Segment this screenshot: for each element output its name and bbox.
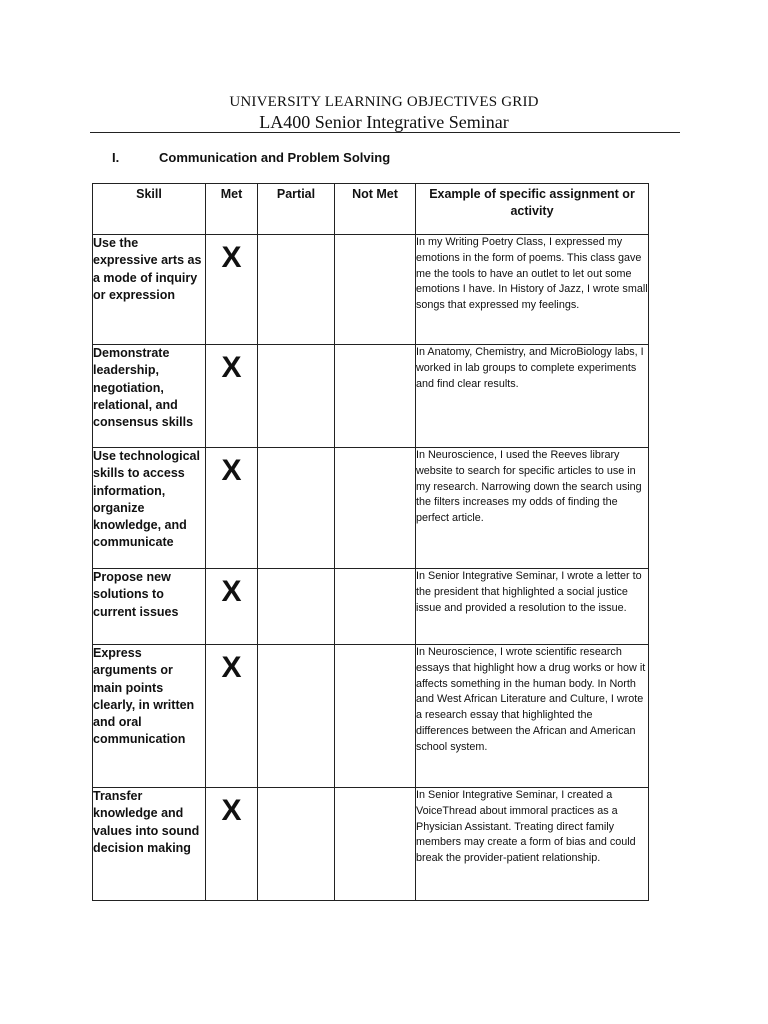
skill-cell: Demonstrate leadership, negotiation, relational, and consensus skills xyxy=(93,345,206,448)
partial-cell xyxy=(258,235,335,345)
partial-cell xyxy=(258,569,335,645)
met-cell xyxy=(206,645,258,788)
column-header-not-met: Not Met xyxy=(335,184,416,235)
table-row xyxy=(93,569,649,645)
table-row xyxy=(93,788,649,901)
skill-cell: Propose new solutions to current issues xyxy=(93,569,206,645)
example-cell: In Neuroscience, I used the Reeves library website to search for specific articles to use in my research. Narrowing down the search using the filters increases my odds of finding the perfect article. xyxy=(416,448,649,569)
not-met-cell xyxy=(335,788,416,901)
example-cell: In my Writing Poetry Class, I expressed my emotions in the form of poems. This class gave me the tools to have an outlet to let out some emotions I have. In History of Jazz, I wrote small songs that expressed my feelings. xyxy=(416,235,649,345)
skill-cell: Use technological skills to access information, organize knowledge, and communicate xyxy=(93,448,206,569)
column-header-partial: Partial xyxy=(258,184,335,235)
met-cell xyxy=(206,788,258,901)
met-mark: X xyxy=(221,351,242,384)
example-cell: In Senior Integrative Seminar, I created a VoiceThread about immoral practices as a Physician Assistant. Treating direct family members may create a form of bias and could break the provider-patient relationship. xyxy=(416,788,649,901)
skill-cell: Use the expressive arts as a mode of inquiry or expression xyxy=(93,235,206,345)
met-mark: X xyxy=(221,575,242,608)
not-met-cell xyxy=(335,345,416,448)
met-mark: X xyxy=(221,241,242,274)
column-header-example: Example of specific assignment or activity xyxy=(416,184,649,235)
partial-cell xyxy=(258,448,335,569)
met-mark: X xyxy=(221,794,242,827)
not-met-cell xyxy=(335,645,416,788)
column-header-met: Met xyxy=(206,184,258,235)
not-met-cell xyxy=(335,448,416,569)
section-heading xyxy=(112,150,390,165)
not-met-cell xyxy=(335,235,416,345)
skill-cell: Transfer knowledge and values into sound decision making xyxy=(93,788,206,901)
example-cell: In Anatomy, Chemistry, and MicroBiology labs, I worked in lab groups to complete experiments and find clear results. xyxy=(416,345,649,448)
example-cell: In Neuroscience, I wrote scientific research essays that highlight how a drug works or how it affects something in the human body. In North and West African Literature and Culture, I wrote a research essay that highlighted the differences between the African and American school system. xyxy=(416,645,649,788)
section-title: Communication and Problem Solving xyxy=(159,150,391,165)
met-cell xyxy=(206,345,258,448)
partial-cell xyxy=(258,345,335,448)
section-number: I. xyxy=(112,150,120,165)
met-mark: X xyxy=(221,651,242,684)
not-met-cell xyxy=(335,569,416,645)
table-row xyxy=(93,448,649,569)
table-row xyxy=(93,235,649,345)
table-row xyxy=(93,645,649,788)
document-title: UNIVERSITY LEARNING OBJECTIVES GRID xyxy=(229,94,539,110)
example-cell: In Senior Integrative Seminar, I wrote a letter to the president that highlighted a social justice issue and provided a resolution to the issue. xyxy=(416,569,649,645)
met-cell xyxy=(206,569,258,645)
title-divider xyxy=(90,132,680,133)
met-mark: X xyxy=(221,454,242,487)
met-cell xyxy=(206,235,258,345)
objectives-table xyxy=(92,183,649,901)
table-header-row xyxy=(93,184,649,235)
partial-cell xyxy=(258,645,335,788)
course-title: LA400 Senior Integrative Seminar xyxy=(259,112,509,132)
skill-cell: Express arguments or main points clearly, in written and oral communication xyxy=(93,645,206,788)
partial-cell xyxy=(258,788,335,901)
table-row xyxy=(93,345,649,448)
met-cell xyxy=(206,448,258,569)
column-header-skill: Skill xyxy=(93,184,206,235)
